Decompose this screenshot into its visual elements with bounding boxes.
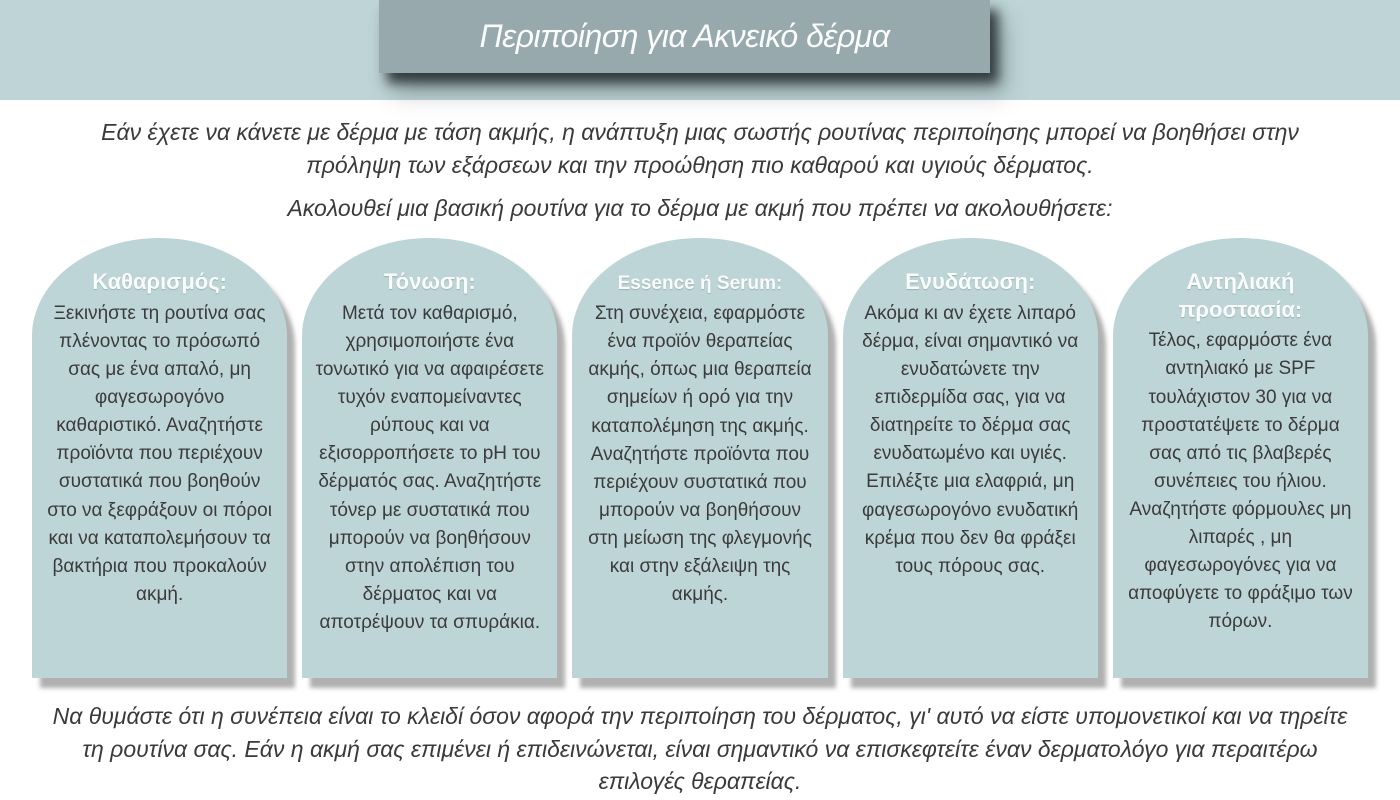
card-cleansing xyxy=(32,238,287,678)
title-box xyxy=(379,0,990,73)
card-essence-serum xyxy=(572,238,827,678)
card-body: Τέλος, εφαρμόστε ένα αντηλιακό με SPF τουλάχιστον 30 για να προστατέψετε το δέρμα σας από τις βλαβερές συνέπειες του ήλιου. Αναζητήστε φόρμουλες μη λιπαρές , μη φαγεσωρογόνες για να αποφύγετε το φράξιμο των πόρων. xyxy=(1128,330,1353,633)
card-body: Στη συνέχεια, εφαρμόστε ένα προϊόν θεραπείας ακμής, όπως μια θεραπεία σημείων ή ορό για την καταπολέμηση της ακμής. Αναζητήστε προϊόντα που περιέχουν συστατικά που μπορούν να βοηθήσουν στη μείωση της φλεγμονής και στην εξάλειψη της ακμής. xyxy=(588,303,812,606)
header-band xyxy=(0,0,1400,100)
intro-paragraph-1: Εάν έχετε να κάνετε με δέρμα με τάση ακμής, η ανάπτυξη μιας σωστής ρουτίνας περιποίησης μπορεί να βοηθήσει στην πρόληψη των εξάρσεων και την προώθηση πιο καθαρού και υγιούς δέρματος. xyxy=(101,119,1299,178)
cards-row xyxy=(0,238,1400,678)
card-body: Ακόμα κι αν έχετε λιπαρό δέρμα, είναι σημαντικό να ενυδατώνετε την επιδερμίδα σας, για να διατηρείτε το δέρμα σας ενυδατωμένο και υγιές. Επιλέξτε μια ελαφριά, μη φαγεσωρογόνο ενυδατική κρέμα που δεν θα φράξει τους πόρους σας. xyxy=(862,302,1079,577)
card-body: Ξεκινήστε τη ρουτίνα σας πλένοντας το πρόσωπό σας με ένα απαλό, μη φαγεσωρογόνο καθαριστικό. Αναζητήστε προϊόντα που περιέχουν συστατικά που βοηθούν στο να ξεφράξουν οι πόροι και να καταπολεμήσουν τα βακτήρια που προκαλούν ακμή. xyxy=(47,302,272,605)
card-title: Καθαρισμός: xyxy=(92,269,227,295)
page-title: Περιποίηση για Ακνεικό δέρμα xyxy=(479,18,890,54)
card-moisturizing xyxy=(843,238,1098,678)
intro-paragraph-2: Ακολουθεί μια βασική ρουτίνα για το δέρμα με ακμή που πρέπει να ακολουθήσετε: xyxy=(287,195,1113,222)
card-toning xyxy=(302,238,557,678)
card-title: Τόνωση: xyxy=(383,269,476,295)
card-title: Essence ή Serum: xyxy=(617,273,783,295)
card-title: Ενυδάτωση: xyxy=(905,269,1036,295)
card-body: Μετά τον καθαρισμό, χρησιμοποιήστε ένα τονωτικό για να αφαιρέσετε τυχόν εναπομείναντες ρύπους και να εξισορροπήσετε το pH του δέρματός σας. Αναζητήστε τόνερ με συστατικά που μπορούν να βοηθήσουν στην απολέπιση του δέρματος και να αποτρέψουν τα σπυράκια. xyxy=(315,302,545,634)
card-title: Αντηλιακή προστασία: xyxy=(1178,269,1303,322)
footer-paragraph: Να θυμάστε ότι η συνέπεια είναι το κλειδί όσον αφορά την περιποίηση του δέρματος, γι' αυτό να είστε υπομονετικοί και να τηρείτε τη ρουτίνα σας. Εάν η ακμή σας επιμένει ή επιδεινώνεται, είναι σημαντικό να επισκεφτείτε έναν δερματολόγο για περαιτέρω επιλογές θεραπείας. xyxy=(52,703,1348,794)
card-sun-protection xyxy=(1113,238,1368,678)
